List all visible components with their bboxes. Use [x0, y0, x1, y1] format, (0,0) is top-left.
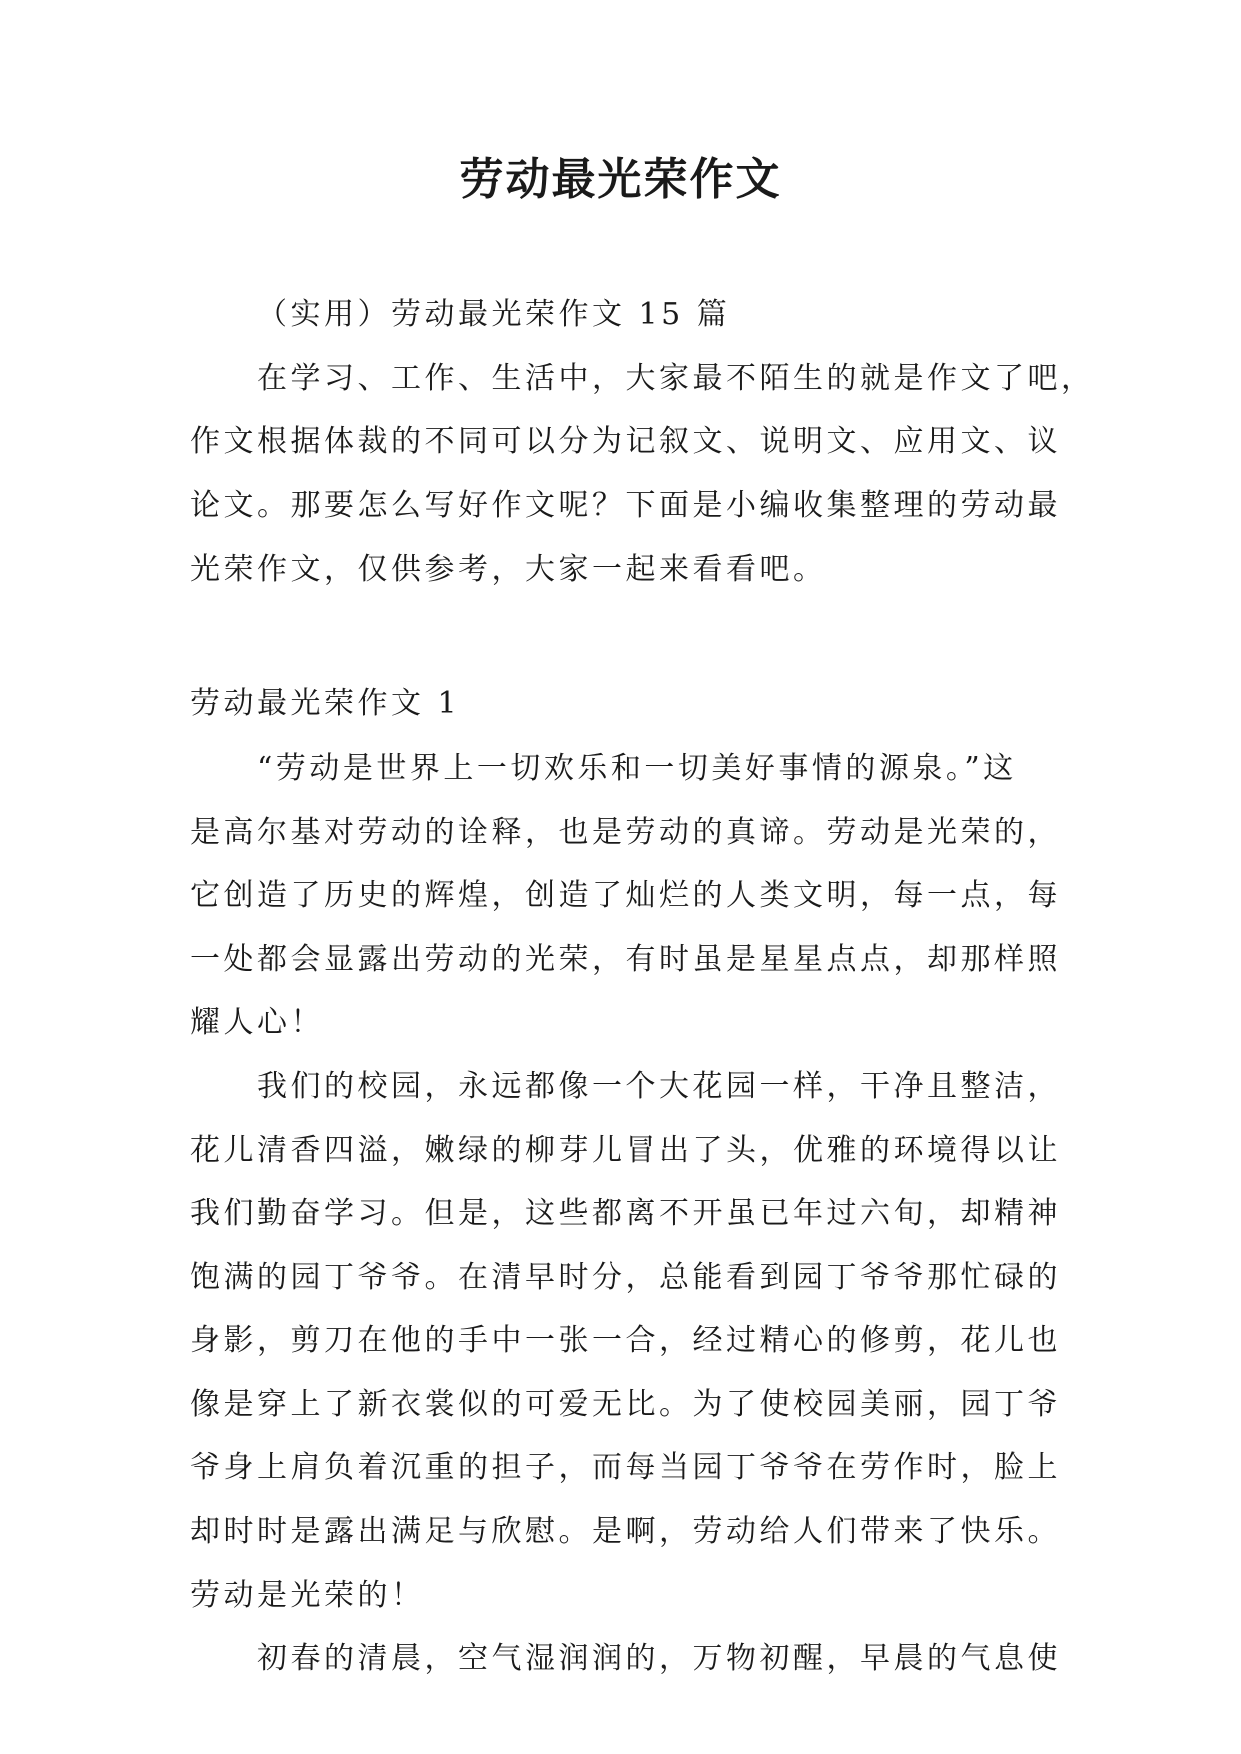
intro-line: 在学习、工作、生活中，大家最不陌生的就是作文了吧， — [257, 361, 1095, 396]
document-subtitle: （实用）劳动最光荣作文 15 篇 — [257, 297, 731, 332]
section-heading: 劳动最光荣作文 1 — [190, 686, 461, 721]
paragraph-line: 像是穿上了新衣裳似的可爱无比。为了使校园美丽，园丁爷 — [190, 1387, 1061, 1422]
paragraph-line: 它创造了历史的辉煌，创造了灿烂的人类文明，每一点，每 — [190, 878, 1061, 913]
paragraph-line: 却时时是露出满足与欣慰。是啊，劳动给人们带来了快乐。 — [190, 1514, 1061, 1549]
paragraph-line: 一处都会显露出劳动的光荣，有时虽是星星点点，却那样照 — [190, 942, 1061, 977]
paragraph-line: 饱满的园丁爷爷。在清早时分，总能看到园丁爷爷那忙碌的 — [190, 1260, 1061, 1295]
intro-line: 论文。那要怎么写好作文呢？下面是小编收集整理的劳动最 — [190, 488, 1061, 523]
paragraph-line: 花儿清香四溢，嫩绿的柳芽儿冒出了头，优雅的环境得以让 — [190, 1133, 1061, 1168]
paragraph-line: 初春的清晨，空气湿润润的，万物初醒，早晨的气息使 — [257, 1641, 1061, 1676]
paragraph-line: 身影，剪刀在他的手中一张一合，经过精心的修剪，花儿也 — [190, 1323, 1061, 1358]
intro-line: 作文根据体裁的不同可以分为记叙文、说明文、应用文、议 — [190, 424, 1061, 459]
paragraph-line: 我们的校园，永远都像一个大花园一样，干净且整洁， — [257, 1069, 1061, 1104]
paragraph-line: 是高尔基对劳动的诠释，也是劳动的真谛。劳动是光荣的， — [190, 815, 1061, 850]
paragraph-line: 劳动是光荣的！ — [190, 1578, 425, 1613]
paragraph-line: 耀人心！ — [190, 1005, 324, 1040]
paragraph-line: 我们勤奋学习。但是，这些都离不开虽已年过六旬，却精神 — [190, 1196, 1061, 1231]
document-title: 劳动最光荣作文 — [459, 154, 782, 205]
intro-line: 光荣作文，仅供参考，大家一起来看看吧。 — [190, 552, 827, 587]
paragraph-line: “劳动是世界上一切欢乐和一切美好事情的源泉。”这 — [257, 751, 1017, 786]
paragraph-line: 爷身上肩负着沉重的担子，而每当园丁爷爷在劳作时，脸上 — [190, 1450, 1061, 1485]
